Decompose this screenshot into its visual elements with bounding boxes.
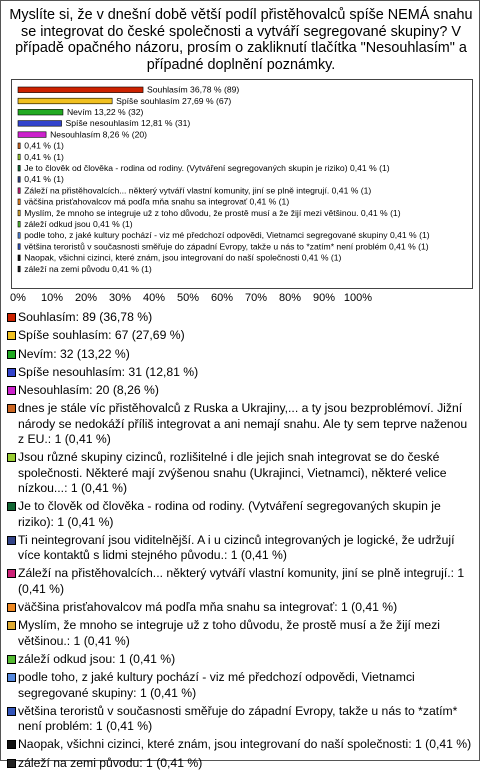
bar-label-13: záleží odkud jsou 0,41 % (1) [24, 219, 133, 229]
bar-label-17: záleží na zemi původu 0,41 % (1) [24, 263, 152, 274]
legend [7, 310, 475, 774]
legend-label: Nevím: 32 (13,22 %) [18, 346, 130, 361]
x-tick-label: 90% [312, 292, 336, 304]
bar-label-14: podle toho, z jaké kultury pochází - viz mé předchozí odpovědi, Vietnamci segregované skupiny 0,41 % (1) [24, 230, 430, 241]
legend-swatch [7, 313, 16, 322]
legend-item [7, 450, 475, 496]
legend-swatch [7, 740, 16, 749]
x-tick-label: 70% [244, 292, 268, 304]
legend-swatch [7, 569, 16, 578]
bar-label-16: Naopak, všichni cizinci, které znám, jsou integrovaní do naší společnosti 0,41 % (1) [24, 252, 342, 263]
bar-label-12: Myslím, že mnoho se integruje už z toho důvodu, že prostě musí a že žijí mezi většinou. 0,41 % (1) [24, 207, 401, 218]
legend-item [7, 652, 475, 667]
bar-label-1: Souhlasím 36,78 % (89) [147, 84, 240, 95]
bar-6 [18, 143, 20, 149]
bar-12 [18, 210, 20, 216]
legend-item [7, 670, 475, 701]
bar-11 [18, 199, 20, 205]
x-tick-label: 30% [108, 292, 132, 304]
x-tick-label: 100% [343, 292, 373, 304]
bar-15 [18, 244, 20, 250]
legend-label: záleží odkud jsou: 1 (0,41 %) [18, 651, 176, 666]
bar-label-6: 0,41 % (1) [24, 140, 64, 151]
legend-item [7, 310, 475, 325]
bar-3 [18, 109, 63, 115]
legend-item [7, 618, 475, 649]
bar-7 [18, 154, 20, 160]
x-tick-label: 20% [74, 292, 98, 304]
bar-5 [18, 132, 46, 138]
bar-label-5: Nesouhlasím 8,26 % (20) [50, 129, 148, 140]
legend-swatch [7, 673, 16, 682]
legend-label: Nesouhlasím: 20 (8,26 %) [18, 383, 159, 398]
legend-swatch [7, 536, 16, 545]
legend-item [7, 600, 475, 615]
legend-label: Souhlasím: 89 (36,78 %) [18, 310, 153, 324]
legend-label: Naopak, všichni cizinci, které znám, jsou integrovaní do naší společnosti: 1 (0,41 %) [18, 737, 472, 752]
bar-13 [18, 221, 20, 227]
legend-label: dnes je stále víc přistěhovalců z Ruska a Ukrajiny,... a ty jsou bezproblémoví. Jižní národy se nedokáží příliš integrovat a ani nemají snahu. Ale ty sem teprve naženou z EU.: 1 (0,41 %) [18, 401, 468, 447]
legend-item [7, 347, 475, 362]
legend-label: záleží na zemi původu: 1 (0,41 %) [18, 755, 203, 770]
legend-swatch [7, 350, 16, 359]
legend-swatch [7, 404, 16, 413]
bar-16 [18, 255, 20, 261]
bar-label-11: väčšina prisťahovalcov má podľa mňa snahu sa integrovať 0,41 % (1) [24, 196, 290, 207]
bar-label-3: Nevím 13,22 % (32) [66, 107, 144, 117]
legend-swatch [7, 603, 16, 612]
x-axis-ticks [1, 290, 480, 306]
legend-item [7, 328, 475, 343]
legend-item [7, 533, 475, 564]
legend-item [7, 737, 475, 752]
legend-label: Záleží na přistěhovalcích... některý vytváří vlastní komunity, jiní se plně integrují.: 1 (0,41 %) [18, 566, 465, 596]
legend-label: Spíše nesouhlasím: 31 (12,81 %) [18, 364, 199, 379]
bar-9 [18, 177, 20, 183]
legend-label: většina teroristů v současnosti směřuje do západní Evropy, takže u nás to *zatím* není problém: 1 (0,41 %) [18, 703, 458, 734]
legend-item [7, 499, 475, 530]
legend-label: Spíše souhlasím: 67 (27,69 %) [18, 328, 185, 343]
legend-swatch [7, 707, 16, 716]
legend-swatch [7, 386, 16, 395]
legend-label: väčšina prisťahovalcov má podľa mňa snahu sa integrovať: 1 (0,41 %) [18, 600, 398, 615]
bar-label-15: většina teroristů v současnosti směřuje do západní Evropy, takže u nás to *zatím* není problém 0,41 % (1) [24, 241, 429, 252]
x-tick-label: 50% [176, 292, 200, 304]
legend-item [7, 365, 475, 380]
bar-label-4: Spíše nesouhlasím 12,81 % (31) [65, 118, 191, 129]
x-tick-label: 10% [40, 292, 64, 304]
legend-label: podle toho, z jaké kultury pochází - viz mé předchozí odpovědi, Vietnamci segregované skupiny: 1 (0,41 %) [18, 670, 415, 700]
legend-swatch [7, 655, 16, 664]
bar-10 [18, 188, 20, 194]
legend-swatch [7, 621, 16, 630]
x-tick-label: 80% [278, 292, 302, 304]
bar-2 [18, 98, 112, 104]
legend-item [7, 756, 475, 771]
x-tick-label: 60% [210, 292, 234, 304]
bar-label-2: Spíše souhlasím 27,69 % (67) [116, 95, 232, 106]
x-tick-label: 40% [142, 292, 166, 304]
bar-14 [18, 233, 20, 239]
legend-swatch [7, 453, 16, 462]
bar-chart [12, 80, 472, 288]
legend-item [7, 566, 475, 597]
legend-swatch [7, 759, 16, 768]
chart-title: Myslíte si, že v dnešní době větší podíl přistěhovalců spíše NEMÁ snahu se integrovat do české společnosti a vytváří segregované skupiny? V případě opačného názoru, prosím o zakliknutí tlačítka "Nesouhlasím" a případné doplnění poznámky. [9, 7, 473, 73]
legend-swatch [7, 331, 16, 340]
bar-label-8: Je to člověk od člověka - rodina od rodiny. (Vytváření segregovaných skupin je riziko) 0,41 % (1) [24, 163, 390, 173]
bar-label-10: Záleží na přistěhovalcích... některý vytváří vlastní komunity, jiní se plně integrují. 0,41 % (1) [24, 185, 372, 196]
bar-label-9: 0,41 % (1) [24, 174, 64, 185]
legend-swatch [7, 368, 16, 377]
plot-area [11, 79, 473, 289]
legend-item [7, 383, 475, 398]
bar-label-7: 0,41 % (1) [24, 151, 64, 162]
legend-label: Jsou různé skupiny cizinců, rozlišitelné i dle jejich snah integrovat se do české společnosti. Některé mají zvýšenou snahu (Ukrajinci, Vietnamci), některé velice nízkou...: 1 (0,41 %) [18, 450, 447, 495]
legend-swatch [7, 502, 16, 511]
bar-17 [18, 266, 20, 272]
legend-item [7, 704, 475, 735]
legend-label: Myslím, že mnoho se integruje už z toho důvodu, že prostě musí a že žijí mezi většinou.: 1 (0,41 %) [18, 618, 441, 648]
bar-4 [18, 121, 62, 127]
legend-label: Je to člověk od člověka - rodina od rodiny. (Vytváření segregovaných skupin je riziko): 1 (0,41 %) [18, 499, 441, 529]
x-tick-label: 0% [10, 292, 26, 304]
legend-item [7, 401, 475, 447]
bar-1 [18, 87, 143, 93]
bar-8 [18, 165, 20, 171]
legend-label: Ti neintegrovaní jsou viditelnější. A i u cizinců integrovaných je logické, že udržují více kontaktů s lidmi stejného původu.: 1 (0,41 %) [18, 532, 455, 563]
